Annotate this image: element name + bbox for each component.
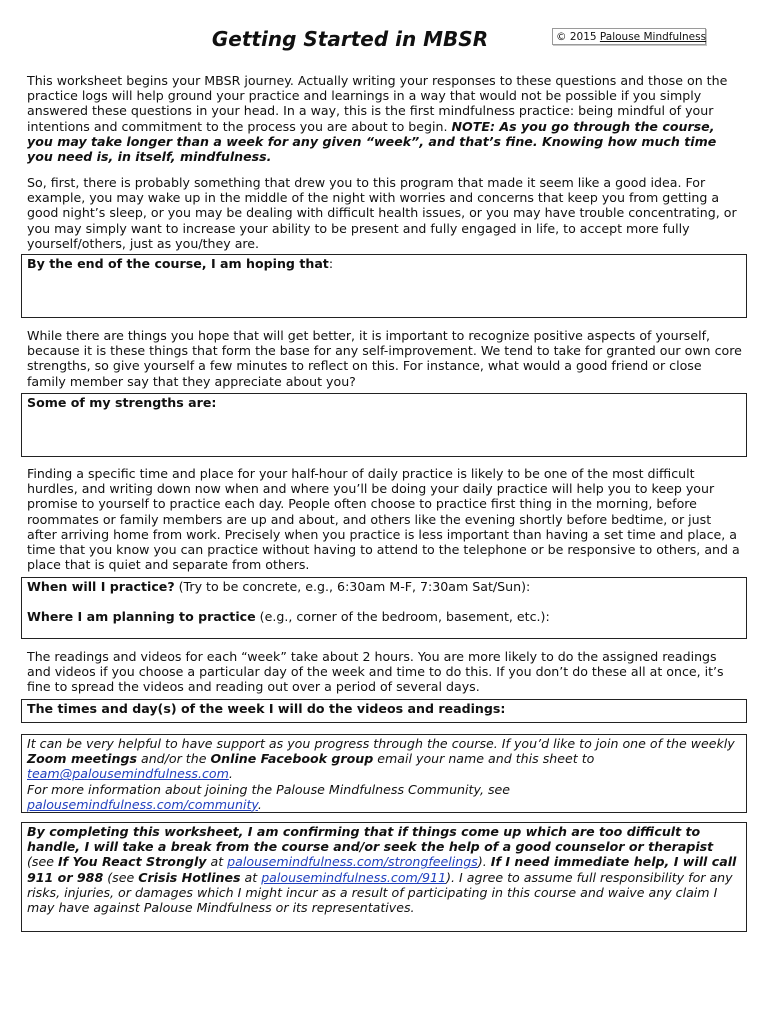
intro-text: This worksheet begins your MBSR journey. Actually writing your responses to these questions and those on the practice logs will help ground your practice and learnings in a way that would not be possible if you simply answered these questions in your head. In a way, this is the first mindfulness practice: being mindful of your intentions and commitment to the process you are about to begin. [27,73,728,134]
practice-time-paragraph: Finding a specific time and place for your half-hour of daily practice is likely to be one of the most difficult hurdles, and writing down now when and where you’ll be doing your daily practice will help you to keep your promise to yourself to practice each day. People often choose to practice first thing in the morning, before roommates or family members are up and about, and others like the evening shortly before bedtime, or just after arriving home from work. Precisely when you practice is less important than having a set time and place, a time that you know you can practice without having to attend to the telephone or be responsive to others, and a place that is quiet and separate from others. [27,466,740,573]
copyright-brand-link[interactable]: Palouse Mindfulness [599,31,707,43]
when-label: When will I practice? [27,579,175,594]
where-line [27,609,741,624]
support-box [21,734,747,813]
support-text-4: . [228,766,233,782]
crisis-hotlines: Crisis Hotlines [138,869,241,885]
when-where-response-box[interactable] [21,577,747,639]
support-text-6: . [257,796,262,812]
motivation-paragraph: So, first, there is probably something that drew you to this program that made it seem like a good idea. For example, you may wake up in the middle of the night with worries and concerns that keep you from getting a good night’s sleep, or you may be dealing with difficult health issues, or you may have trouble concentrating, or you may simply want to increase your ability to be present and fully engaged in life, to accept more fully yourself/others, just as you/they are. [27,175,737,251]
agreement-text-4: (see [103,869,139,885]
facebook-group: Online Facebook group [210,751,374,767]
times-label: The times and day(s) of the week I will do the videos and readings: [27,701,506,716]
readings-paragraph: The readings and videos for each “week” take about 2 hours. You are more likely to do the assigned readings and videos if you choose a particular day of the week and time to do this. If you don’t do these all at once, it’s fine to spread the videos and reading out over a period of several days. [27,649,724,695]
agreement-text-6: ). I agree to assume full responsibility for any risks, injuries, or damages which I might incur as a result of participating in this course and waive any claim I may have against Palouse Mindfulness or its representatives. [27,869,733,916]
agreement-text-5: at [240,869,262,885]
react-strongly: If You React Strongly [57,854,207,870]
immediate-help: If I need immediate help, I will call 911 or 988 [27,854,737,885]
crisis-link[interactable]: palousemindfulness.com/911 [261,869,447,885]
agreement-text-2: at [206,854,228,870]
copyright-notice [552,28,706,45]
hoping-suffix: : [328,256,334,271]
times-response-box[interactable] [21,699,747,723]
page-title: Getting Started in MBSR [211,27,489,51]
zoom-meetings: Zoom meetings [27,751,137,767]
strengths-paragraph: While there are things you hope that will get better, it is important to recognize positive aspects of yourself, because it is these things that form the base for any self-improvement. We tend to take for granted our own core strengths, so give yourself a few minutes to reflect on this. For instance, what would a good friend or close family member say that they appreciate about you? [27,328,742,389]
intro-paragraph [27,73,742,164]
agreement-text-1: (see [27,854,58,870]
when-hint: (Try to be concrete, e.g., 6:30am M-F, 7:30am Sat/Sun): [174,579,531,594]
support-text-2: and/or the [136,751,211,767]
agreement-statement: By completing this worksheet, I am confirming that if things come up which are too difficult to handle, I will take a break from the course and/or seek the help of a good counselor or therapist [27,824,714,855]
when-line [27,579,741,594]
hoping-label: By the end of the course, I am hoping that [27,256,329,271]
team-email-link[interactable]: team@palousemindfulness.com [27,766,229,782]
copyright-text: © 2015 [556,31,600,43]
community-link[interactable]: palousemindfulness.com/community [27,796,258,812]
hoping-response-box[interactable] [21,254,747,318]
support-text-5: For more information about joining the Palouse Mindfulness Community, see [27,781,511,797]
where-hint: (e.g., corner of the bedroom, basement, etc.): [255,609,550,625]
strengths-label: Some of my strengths are: [27,395,217,410]
support-text-1: It can be very helpful to have support as you progress through the course. If you’d like to join one of the weekly [27,736,735,751]
intro-note: NOTE: As you go through the course, you may take longer than a week for any given “week”, and that’s fine. Knowing how much time you need is, in itself, mindfulness. [27,118,717,165]
where-label: Where I am planning to practice [27,609,256,625]
agreement-text-3: ). [477,854,491,870]
agreement-box [21,822,747,932]
support-text-3: email your name and this sheet to [373,751,595,767]
strongfeelings-link[interactable]: palousemindfulness.com/strongfeelings [227,854,478,870]
strengths-response-box[interactable] [21,393,747,457]
